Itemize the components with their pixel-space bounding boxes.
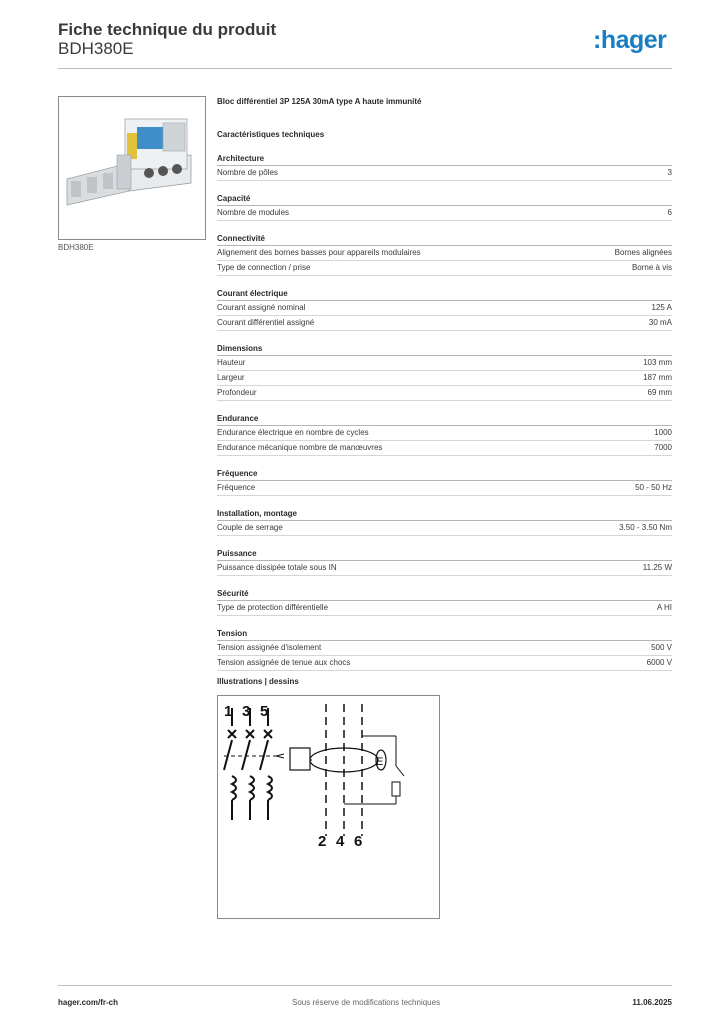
spec-label: Alignement des bornes basses pour appareils modulaires <box>217 248 421 257</box>
footer-divider <box>58 985 672 986</box>
spec-section <box>217 412 672 456</box>
spec-label: Couple de serrage <box>217 523 283 532</box>
spec-value: 3 <box>667 168 672 177</box>
spec-row <box>217 601 672 616</box>
spec-row <box>217 426 672 441</box>
terminal-label-top: 3 <box>242 703 251 720</box>
spec-row <box>217 316 672 331</box>
spec-section-title: Dimensions <box>217 342 672 356</box>
spec-label: Type de protection différentielle <box>217 603 329 612</box>
spec-section-title: Capacité <box>217 192 672 206</box>
product-description: Bloc différentiel 3P 125A 30mA type A haute immunité <box>217 97 422 106</box>
spec-row <box>217 246 672 261</box>
spec-section <box>217 467 672 496</box>
spec-row <box>217 301 672 316</box>
spec-section <box>217 627 672 671</box>
spec-section-title: Tension <box>217 627 672 641</box>
spec-value: Bornes alignées <box>614 248 672 257</box>
spec-row <box>217 656 672 671</box>
spec-section <box>217 342 672 401</box>
spec-label: Puissance dissipée totale sous IN <box>217 563 337 572</box>
tech-heading: Caractéristiques techniques <box>217 130 325 139</box>
spec-section <box>217 192 672 221</box>
spec-value: 7000 <box>654 443 672 452</box>
terminal-label-bottom: 6 <box>354 833 363 850</box>
specs-table <box>217 152 672 682</box>
product-image <box>59 97 205 239</box>
spec-value: 6000 V <box>646 658 672 667</box>
spec-value: 6 <box>667 208 672 217</box>
terminal-label-bottom: 2 <box>318 833 327 850</box>
spec-row <box>217 166 672 181</box>
spec-row <box>217 441 672 456</box>
spec-row <box>217 641 672 656</box>
spec-section <box>217 287 672 331</box>
wiring-diagram <box>218 696 439 918</box>
spec-section-title: Sécurité <box>217 587 672 601</box>
spec-label: Hauteur <box>217 358 246 367</box>
wiring-diagram-frame <box>217 695 440 919</box>
spec-section <box>217 232 672 276</box>
spec-section-title: Installation, montage <box>217 507 672 521</box>
footer-website[interactable]: hager.com/fr-ch <box>58 998 119 1007</box>
terminal-label-top: 5 <box>260 703 269 720</box>
spec-section-title: Fréquence <box>217 467 672 481</box>
spec-value: Borne à vis <box>631 263 672 272</box>
test-label: E <box>376 756 384 768</box>
spec-value: 125 A <box>651 303 672 312</box>
spec-section <box>217 152 672 181</box>
header-divider <box>58 68 672 69</box>
thumbnail-caption: BDH380E <box>58 243 94 252</box>
spec-section <box>217 507 672 536</box>
spec-section <box>217 587 672 616</box>
terminal-label-top: 1 <box>224 703 233 720</box>
spec-value: 11.25 W <box>642 563 672 572</box>
spec-value: 1000 <box>654 428 672 437</box>
footer-date: 11.06.2025 <box>632 998 672 1007</box>
spec-label: Nombre de modules <box>217 208 290 217</box>
spec-section-title: Courant électrique <box>217 287 672 301</box>
illustrations-title: Illustrations | dessins <box>217 677 299 686</box>
spec-row <box>217 561 672 576</box>
spec-row <box>217 371 672 386</box>
spec-label: Courant assigné nominal <box>217 303 306 312</box>
hager-logo: :hager <box>593 26 667 54</box>
spec-value: 50 - 50 Hz <box>635 483 672 492</box>
spec-value: 69 mm <box>647 388 672 397</box>
spec-label: Profondeur <box>217 388 257 397</box>
spec-section-title: Endurance <box>217 412 672 426</box>
spec-label: Fréquence <box>217 483 256 492</box>
spec-value: A HI <box>656 603 672 612</box>
spec-value: 500 V <box>651 643 672 652</box>
spec-row <box>217 481 672 496</box>
product-code: BDH380E <box>58 39 134 58</box>
spec-section-title: Puissance <box>217 547 672 561</box>
spec-label: Nombre de pôles <box>217 168 278 177</box>
spec-value: 103 mm <box>643 358 672 367</box>
spec-section <box>217 547 672 576</box>
spec-row <box>217 521 672 536</box>
spec-value: 3.50 - 3.50 Nm <box>619 523 672 532</box>
terminal-label-bottom: 4 <box>336 833 345 850</box>
spec-label: Largeur <box>217 373 245 382</box>
spec-section-title: Connectivité <box>217 232 672 246</box>
spec-label: Endurance électrique en nombre de cycles <box>217 428 369 437</box>
spec-label: Tension assignée d'isolement <box>217 643 322 652</box>
spec-row <box>217 206 672 221</box>
spec-row <box>217 261 672 276</box>
spec-row <box>217 356 672 371</box>
footer-notice: Sous réserve de modifications techniques <box>292 998 441 1007</box>
spec-value: 187 mm <box>643 373 672 382</box>
spec-label: Type de connection / prise <box>217 263 311 272</box>
spec-section-title: Architecture <box>217 152 672 166</box>
header-title: Fiche technique du produit <box>58 20 277 39</box>
spec-value: 30 mA <box>648 318 672 327</box>
spec-label: Endurance mécanique nombre de manœuvres <box>217 443 383 452</box>
spec-label: Tension assignée de tenue aux chocs <box>217 658 351 667</box>
spec-row <box>217 386 672 401</box>
spec-label: Courant différentiel assigné <box>217 318 315 327</box>
product-thumbnail <box>58 96 206 240</box>
